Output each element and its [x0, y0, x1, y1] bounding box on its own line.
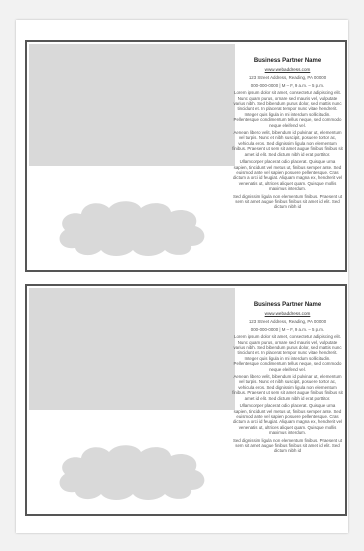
body-paragraph: Aenean libero velit, bibendum id pulvinar ut, elementum vel turpis. Nunc et nibh suscipit, posuere tortor ac, vehicula eros. Sed dignissim ligula non elementum finibus. Praesent ut sem sit amet augue finibus finibus sit amet id elit. Sed dictum nibh id erat porttitor. [232, 130, 343, 157]
website-link[interactable]: www.webaddress.com [264, 311, 311, 316]
card-text-block [232, 58, 343, 212]
business-card-bottom [25, 284, 347, 516]
partner-name: Business Partner Name [253, 58, 322, 64]
hours-line: 000-000-0000 | M – F, 9 a.m. – 5 p.m. [250, 82, 325, 88]
address-line: 123 Street Address, Reading, PA 00000 [248, 75, 327, 81]
photo-placeholder [29, 44, 235, 166]
address-line: 123 Street Address, Reading, PA 00000 [248, 319, 327, 325]
body-paragraph: Lorem ipsum dolor sit amet, consectetur adipiscing elit. Nunc quam purus, ornare sed mauris vel, vulputate varius nibh. Sed bibendum purus dolor, sed mattis nunc tincidunt et. In placerat tempor nunc vitae hendrerit. Integer quis ligula in mi interdum sollicitudin. Pellentesque condimentum tellus neque, sed commodo neque eleifend vel. [233, 90, 342, 128]
hours-line: 000-000-0000 | M – F, 9 a.m. – 5 p.m. [250, 326, 325, 332]
business-card-top [25, 40, 347, 272]
photo-placeholder [29, 288, 235, 410]
body-paragraph: Ullamcorper placerat odio placerat. Quisque urna sapien, tincidunt vel metus ut, finibus semper ante. Sed euismod ante vel sapien posuere pellentesque. Cras dictum a orci id feugiat. Aliquam magna ex, hendrerit vel venenatis ut, ultrices aliquet quam. Quisque mollis maximus interdum. [232, 159, 343, 192]
body-paragraph: Aenean libero velit, bibendum id pulvinar ut, elementum vel turpis. Nunc et nibh suscipit, posuere tortor ac, vehicula eros. Sed dignissim ligula non elementum finibus. Praesent ut sem sit amet augue finibus finibus sit amet id elit. Sed dictum nibh id erat porttitor. [232, 374, 343, 401]
website-link[interactable]: www.webaddress.com [264, 67, 311, 72]
partner-name: Business Partner Name [253, 302, 322, 308]
body-paragraph: Sed dignissim ligula non elementum finibus. Praesent ut sem sit amet augue finibus finibus sit amet id elit. Sed dictum nibh id [232, 437, 343, 454]
body-paragraph: Ullamcorper placerat odio placerat. Quisque urna sapien, tincidunt vel metus ut, finibus semper ante. Sed euismod ante vel sapien posuere pellentesque. Cras dictum a orci id feugiat. Aliquam magna ex, hendrerit vel venenatis ut, ultrices aliquet quam. Quisque mollis maximus interdum. [232, 403, 343, 436]
cloud-logo-placeholder [53, 442, 211, 502]
card-text-block [232, 302, 343, 456]
cloud-logo-placeholder [53, 198, 211, 258]
body-paragraph: Lorem ipsum dolor sit amet, consectetur adipiscing elit. Nunc quam purus, ornare sed mauris vel, vulputate varius nibh. Sed bibendum purus dolor, sed mattis nunc tincidunt et. In placerat tempor nunc vitae hendrerit. Integer quis ligula in mi interdum sollicitudin. Pellentesque condimentum tellus neque, sed commodo neque eleifend vel. [233, 334, 342, 372]
body-paragraph: Sed dignissim ligula non elementum finibus. Praesent ut sem sit amet augue finibus finibus sit amet id elit. Sed dictum nibh id [232, 193, 343, 210]
